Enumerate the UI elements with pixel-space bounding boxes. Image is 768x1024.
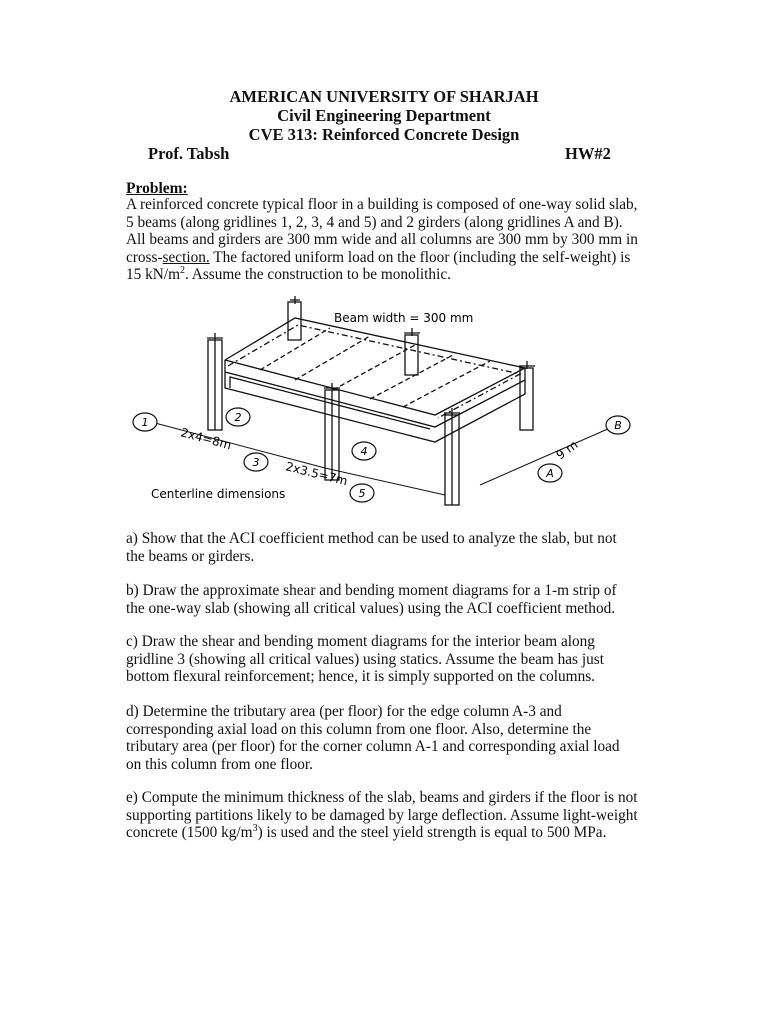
gridline-5-label: 5 (358, 487, 366, 500)
span-a-b-label: 9 m (553, 437, 581, 463)
department-name: Civil Engineering Department (277, 106, 491, 125)
column-b3 (405, 335, 418, 375)
question-e-text-2: ) is used and the steel yield strength is equal to 500 MPa. (257, 824, 607, 841)
question-e-superscript: 3 (252, 822, 258, 834)
gridline-4-label: 4 (360, 445, 368, 458)
question-b: b) Draw the approximate shear and bending moment diagrams for a 1-m strip of the one-way slab (showing all critical values) using the ACI coefficient method. (126, 582, 617, 617)
problem-intro (126, 196, 638, 284)
slab-dashed-edges (228, 325, 520, 418)
centerline-dimensions-label: Centerline dimensions (151, 487, 286, 501)
gridline-3-label: 3 (252, 456, 260, 469)
course-title: CVE 313: Reinforced Concrete Design (248, 125, 520, 144)
question-c: c) Draw the shear and bending moment diagrams for the interior beam along gridline 3 (showing all critical values) using statics. Assume the beam has just bottom flexural reinforcement; hence, it is simply supported on the columns. (126, 633, 604, 685)
problem-intro-text-1: A reinforced concrete typical floor in a building is composed of one-way solid slab, 5 beams (along gridlines 1, 2, 3, 4 and 5) and 2 girders (along gridlines A and B). All beams and girders are 300 mm wide and all columns are 300 mm by 300 mm in cross- (126, 196, 638, 266)
gridline-2-label: 2 (234, 411, 242, 424)
column-a3 (325, 390, 339, 480)
gridline-b-label: B (614, 419, 622, 432)
problem-intro-text-2: section. (162, 248, 210, 266)
floor-framing-diagram (120, 290, 640, 515)
span-1-3-label: 2x4=8m (179, 425, 233, 453)
column-a1 (208, 340, 222, 430)
question-e (126, 789, 638, 842)
gridline-1-label: 1 (141, 416, 149, 429)
problem-intro-text-4: . Assume the construction to be monolithic. (184, 266, 451, 283)
beam-width-label: Beam width = 300 mm (334, 311, 474, 325)
column-a5 (445, 415, 459, 505)
problem-intro-text-3: The factored uniform load on the floor (including the self-weight) is 15 kN/m (126, 248, 631, 283)
problem-intro-superscript: 2 (179, 264, 185, 276)
assignment-number: HW#2 (565, 144, 611, 163)
professor-name: Prof. Tabsh (148, 144, 230, 163)
front-girder (225, 372, 525, 442)
gridline-a-label: A (546, 467, 554, 480)
span-3-5-label: 2x3.5=7m (284, 459, 349, 489)
problem-heading: Problem: (126, 180, 188, 197)
question-a: a) Show that the ACI coefficient method can be used to analyze the slab, but not the beams or girders. (126, 530, 617, 565)
column-b5 (520, 368, 533, 430)
question-e-text-1: e) Compute the minimum thickness of the slab, beams and girders if the floor is not supporting partitions likely to be damaged by large deflection. Assume light-weight concrete (1500 kg/m (126, 789, 638, 841)
question-d: d) Determine the tributary area (per floor) for the edge column A-3 and corresponding axial load on this column from one floor. Also, determine the tributary area (per floor) for the corner column A-1 and corresponding axial load on this column from one floor. (126, 703, 620, 773)
slab-edge (225, 360, 525, 427)
university-name: AMERICAN UNIVERSITY OF SHARJAH (229, 87, 539, 106)
